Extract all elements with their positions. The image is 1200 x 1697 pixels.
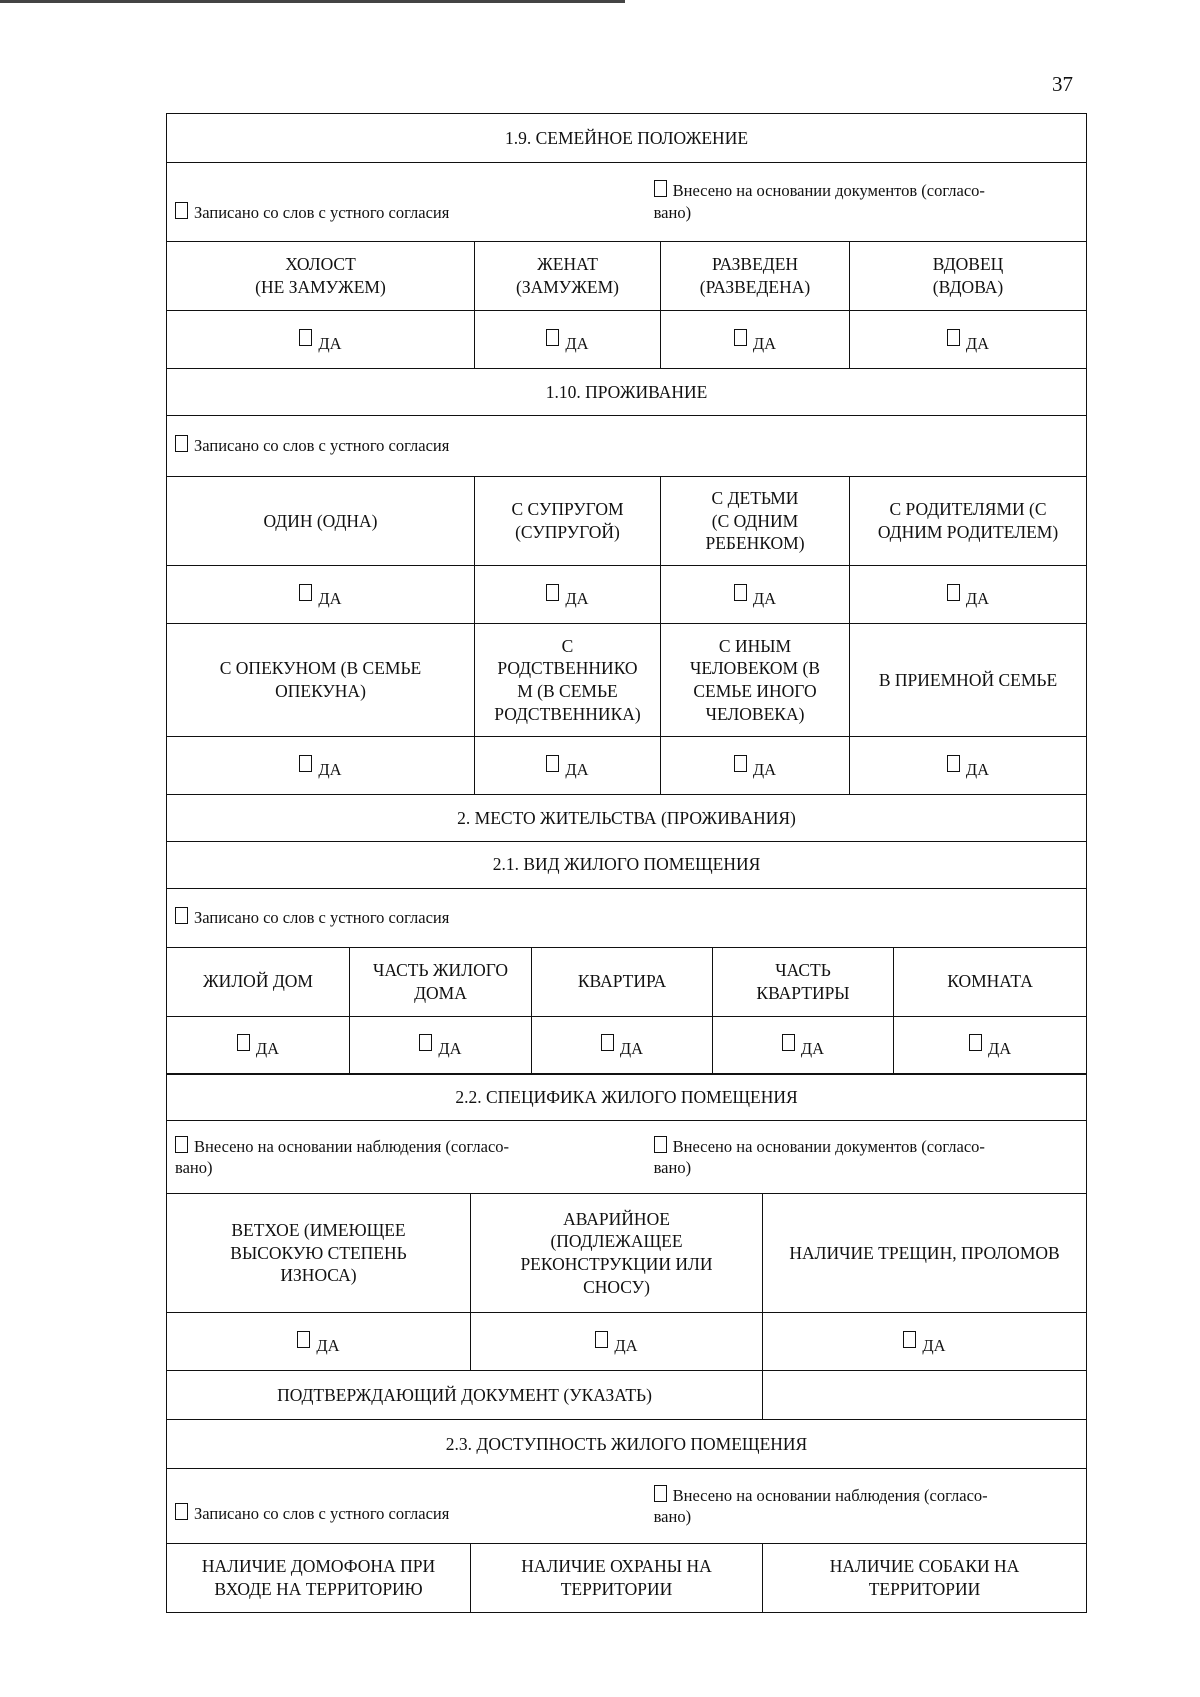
empty-checkbox-icon[interactable]	[947, 329, 960, 346]
consent-row	[167, 888, 1087, 947]
option-label: РАЗВЕДЕН (РАЗВЕДЕНА)	[661, 242, 850, 311]
option-label: ЖЕНАТ (ЗАМУЖЕМ)	[475, 242, 661, 311]
empty-checkbox-icon[interactable]	[419, 1034, 432, 1051]
consent-row	[167, 163, 1087, 242]
yes-label: ДА	[255, 1039, 280, 1059]
empty-checkbox-icon[interactable]	[782, 1034, 795, 1051]
yes-label: ДА	[800, 1039, 825, 1059]
yes-cell	[350, 1016, 532, 1074]
yes-label: ДА	[922, 1335, 946, 1355]
yes-label: ДА	[965, 759, 990, 779]
option-label: НАЛИЧИЕ ДОМОФОНА ПРИ ВХОДЕ НА ТЕРРИТОРИЮ	[167, 1544, 471, 1613]
yes-label: ДА	[318, 588, 342, 608]
consent-label: Внесено на основании документов (согласо- вано)	[653, 1136, 985, 1177]
consent-label: Записано со слов с устного согласия	[194, 907, 450, 927]
option-label: ЧАСТЬ ЖИЛОГО ДОМА	[350, 947, 532, 1016]
option-label: КОМНАТА	[894, 947, 1087, 1016]
option-label: В ПРИЕМНОЙ СЕМЬЕ	[850, 624, 1087, 737]
form-sheet	[166, 113, 1086, 1613]
empty-checkbox-icon[interactable]	[546, 329, 559, 346]
yes-label: ДА	[614, 1335, 638, 1355]
yes-label: ДА	[965, 588, 990, 608]
option-label: ХОЛОСТ (НЕ ЗАМУЖЕМ)	[167, 242, 475, 311]
checkbox[interactable]	[175, 907, 188, 924]
checkbox[interactable]	[654, 180, 667, 197]
option-label: НАЛИЧИЕ ОХРАНЫ НА ТЕРРИТОРИИ	[471, 1544, 763, 1613]
option-label: АВАРИЙНОЕ (ПОДЛЕЖАЩЕЕ РЕКОНСТРУКЦИИ ИЛИ СНОСУ)	[471, 1194, 763, 1313]
empty-checkbox-icon[interactable]	[947, 584, 960, 601]
yes-cell	[763, 1313, 1087, 1371]
option-label: НАЛИЧИЕ СОБАКИ НА ТЕРРИТОРИИ	[763, 1544, 1087, 1613]
option-label: С ИНЫМ ЧЕЛОВЕКОМ (В СЕМЬЕ ИНОГО ЧЕЛОВЕКА)	[661, 624, 850, 737]
consent-row	[167, 416, 1087, 477]
consent-row	[167, 1121, 1087, 1194]
empty-checkbox-icon[interactable]	[595, 1331, 608, 1348]
empty-checkbox-icon[interactable]	[297, 1331, 310, 1348]
checkbox[interactable]	[175, 1503, 188, 1520]
yes-label: ДА	[438, 1039, 462, 1059]
yes-label: ДА	[752, 588, 777, 608]
yes-cell	[532, 1016, 713, 1074]
yes-label: ДА	[316, 1335, 340, 1355]
yes-cell	[471, 1313, 763, 1371]
option-label: ЖИЛОЙ ДОМ	[167, 947, 350, 1016]
empty-checkbox-icon[interactable]	[299, 755, 312, 772]
option-label: ВДОВЕЦ (ВДОВА)	[850, 242, 1087, 311]
consent-label: Записано со слов с устного согласия	[194, 203, 450, 223]
yes-label: ДА	[965, 333, 990, 353]
yes-label: ДА	[752, 759, 777, 779]
consent-label: Записано со слов с устного согласия	[194, 436, 450, 456]
option-label: С РОДИТЕЛЯМИ (С ОДНИМ РОДИТЕЛЕМ)	[850, 477, 1087, 566]
yes-cell	[661, 737, 850, 795]
yes-cell	[661, 311, 850, 369]
section-2-2-table	[166, 1073, 1087, 1613]
yes-cell	[850, 566, 1087, 624]
yes-cell	[167, 1016, 350, 1074]
empty-checkbox-icon[interactable]	[903, 1331, 916, 1348]
page-number: 37	[1052, 72, 1073, 96]
empty-checkbox-icon[interactable]	[237, 1034, 250, 1051]
yes-label: ДА	[565, 333, 589, 353]
option-label: ВЕТХОЕ (ИМЕЮЩЕЕ ВЫСОКУЮ СТЕПЕНЬ ИЗНОСА)	[167, 1194, 471, 1313]
empty-checkbox-icon[interactable]	[734, 584, 747, 601]
option-label: КВАРТИРА	[532, 947, 713, 1016]
yes-cell	[167, 1313, 471, 1371]
section-1-9-table	[166, 113, 1087, 842]
empty-checkbox-icon[interactable]	[969, 1034, 982, 1051]
yes-cell	[713, 1016, 894, 1074]
checkbox[interactable]	[175, 202, 188, 219]
consent-label: Внесено на основании документов (согласо- вано)	[653, 181, 985, 222]
doc-label: ПОДТВЕРЖДАЮЩИЙ ДОКУМЕНТ (УКАЗАТЬ)	[167, 1371, 763, 1420]
consent-label: Внесено на основании наблюдения (согласо- вано)	[653, 1485, 988, 1526]
section-title: 2.2. СПЕЦИФИКА ЖИЛОГО ПОМЕЩЕНИЯ	[167, 1074, 1087, 1121]
section-title: 2.3. ДОСТУПНОСТЬ ЖИЛОГО ПОМЕЩЕНИЯ	[167, 1420, 1087, 1469]
yes-cell	[661, 566, 850, 624]
yes-cell	[167, 737, 475, 795]
option-label: С ОПЕКУНОМ (В СЕМЬЕ ОПЕКУНА)	[167, 624, 475, 737]
consent-row	[167, 1469, 1087, 1544]
option-label: С РОДСТВЕННИКО М (В СЕМЬЕ РОДСТВЕННИКА)	[475, 624, 661, 737]
empty-checkbox-icon[interactable]	[299, 584, 312, 601]
empty-checkbox-icon[interactable]	[734, 329, 747, 346]
yes-cell	[850, 737, 1087, 795]
consent-label: Внесено на основании наблюдения (согласо- вано)	[175, 1136, 510, 1177]
yes-label: ДА	[619, 1039, 644, 1059]
yes-label: ДА	[752, 333, 777, 353]
checkbox[interactable]	[654, 1485, 667, 1502]
option-label: С СУПРУГОМ (СУПРУГОЙ)	[475, 477, 661, 566]
yes-cell	[475, 737, 661, 795]
section-title: 2. МЕСТО ЖИТЕЛЬСТВА (ПРОЖИВАНИЯ)	[167, 795, 1087, 842]
section-title: 1.10. ПРОЖИВАНИЕ	[167, 369, 1087, 416]
section-title: 2.1. ВИД ЖИЛОГО ПОМЕЩЕНИЯ	[167, 841, 1087, 888]
checkbox[interactable]	[175, 435, 188, 452]
empty-checkbox-icon[interactable]	[601, 1034, 614, 1051]
checkbox[interactable]	[175, 1136, 188, 1153]
yes-cell	[167, 566, 475, 624]
empty-checkbox-icon[interactable]	[734, 755, 747, 772]
doc-value-field[interactable]	[763, 1371, 1087, 1420]
empty-checkbox-icon[interactable]	[299, 329, 312, 346]
section-title: 1.9. СЕМЕЙНОЕ ПОЛОЖЕНИЕ	[167, 114, 1087, 163]
yes-label: ДА	[318, 333, 342, 353]
consent-label: Записано со слов с устного согласия	[194, 1503, 450, 1523]
yes-cell	[167, 311, 475, 369]
yes-cell	[475, 311, 661, 369]
empty-checkbox-icon[interactable]	[546, 755, 559, 772]
yes-label: ДА	[987, 1039, 1012, 1059]
yes-cell	[850, 311, 1087, 369]
yes-cell	[475, 566, 661, 624]
section-2-1-table	[166, 841, 1087, 1075]
checkbox[interactable]	[654, 1136, 667, 1153]
empty-checkbox-icon[interactable]	[947, 755, 960, 772]
yes-label: ДА	[565, 588, 589, 608]
yes-label: ДА	[565, 759, 589, 779]
yes-label: ДА	[318, 759, 342, 779]
option-label: ОДИН (ОДНА)	[167, 477, 475, 566]
option-label: ЧАСТЬ КВАРТИРЫ	[713, 947, 894, 1016]
yes-cell	[894, 1016, 1087, 1074]
empty-checkbox-icon[interactable]	[546, 584, 559, 601]
option-label: НАЛИЧИЕ ТРЕЩИН, ПРОЛОМОВ	[763, 1194, 1087, 1313]
option-label: С ДЕТЬМИ (С ОДНИМ РЕБЕНКОМ)	[661, 477, 850, 566]
scan-edge-line	[0, 0, 625, 3]
